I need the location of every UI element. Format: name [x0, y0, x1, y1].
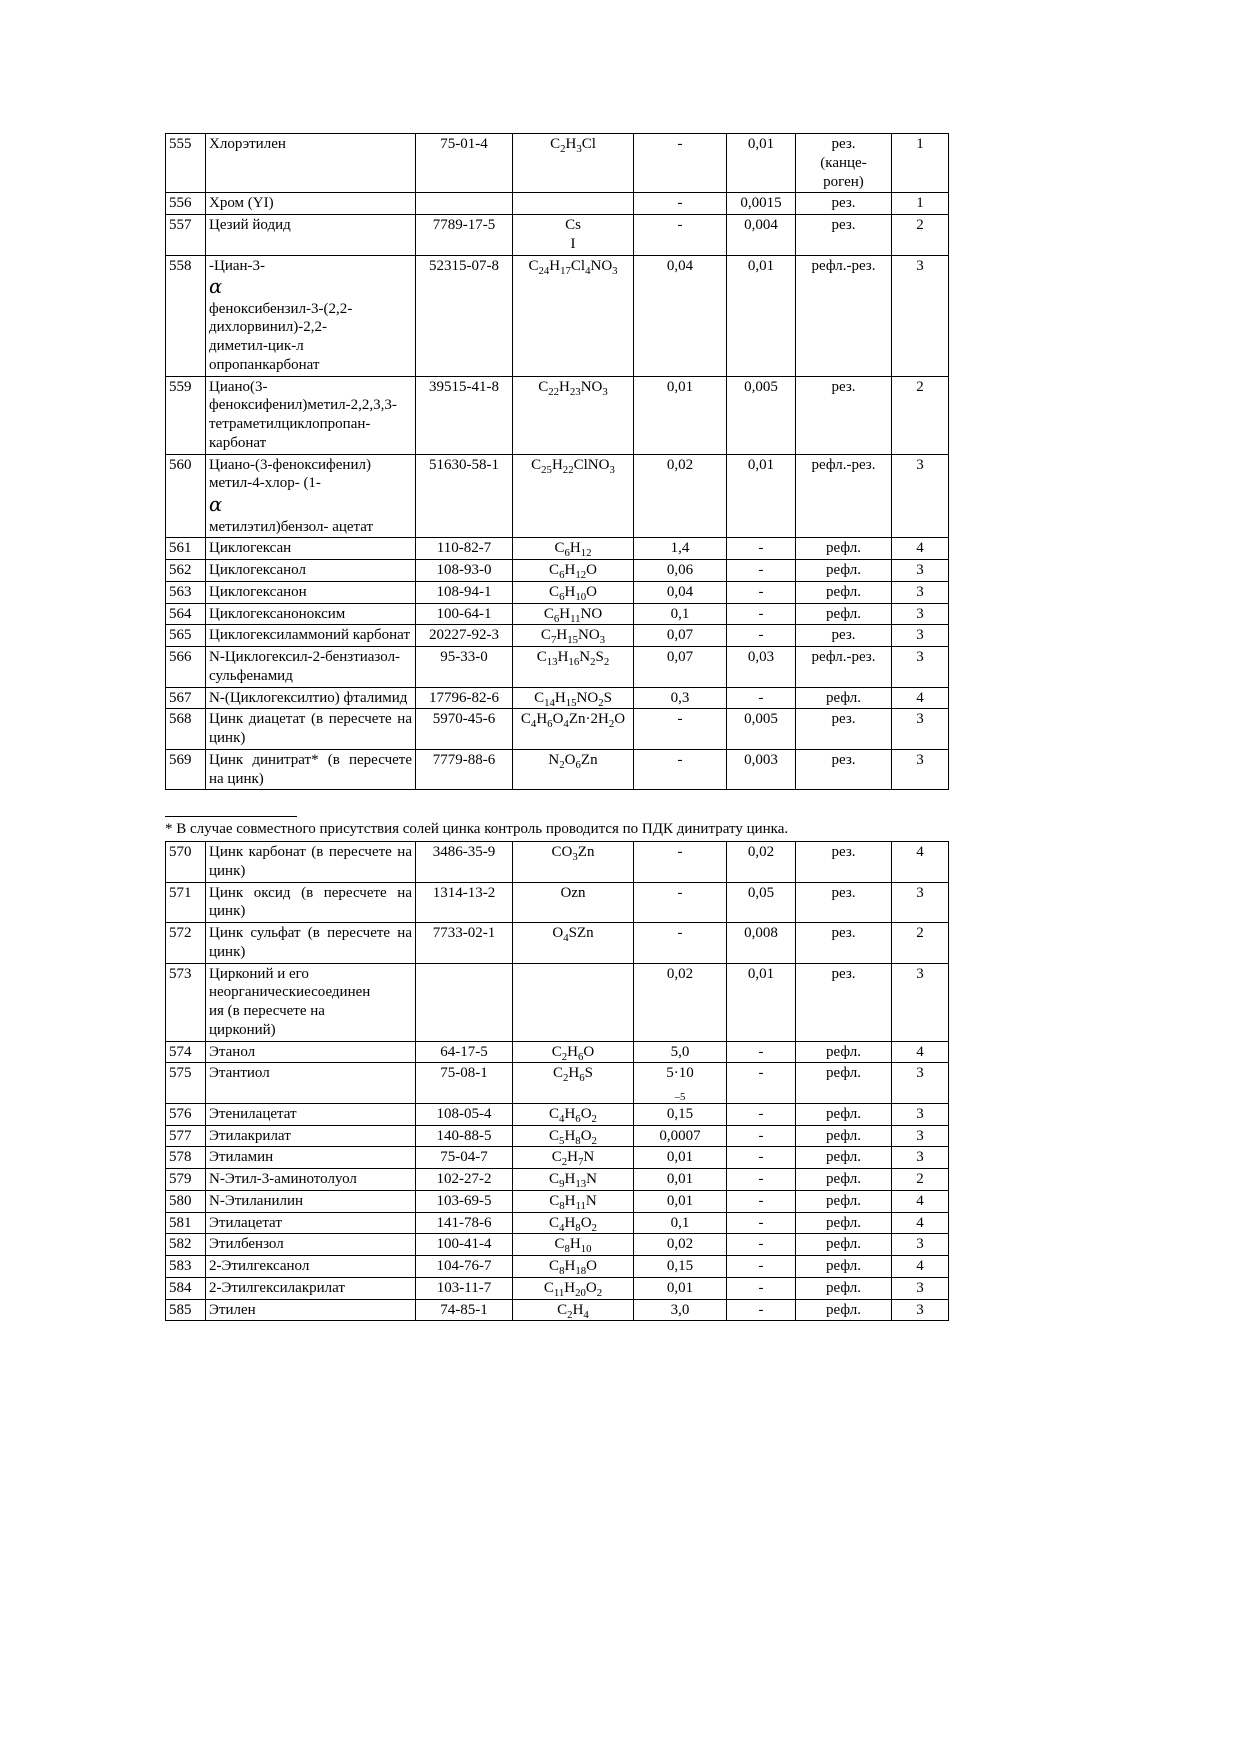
cell-substance-name: Этанол	[206, 1041, 416, 1063]
cell-value-2: 0,005	[727, 709, 796, 750]
cell-formula: $C_{14}H_{15}NO_2S$	[513, 687, 634, 709]
cell-cas-number: 104-76-7	[416, 1256, 513, 1278]
cell-effect-type: рез.	[796, 709, 892, 750]
cell-substance-name: N-Этил-3-аминотолуол	[206, 1169, 416, 1191]
cell-number: 556	[166, 193, 206, 215]
cell-effect-type: рез.	[796, 963, 892, 1041]
cell-value-1: 0,01	[634, 376, 727, 454]
table-row	[166, 255, 949, 376]
cell-value-2: 0,03	[727, 647, 796, 688]
cell-substance-name: Этантиол	[206, 1063, 416, 1104]
cell-substance-name: N-(Циклогексилтио) фталимид	[206, 687, 416, 709]
cell-value-2: -	[727, 603, 796, 625]
cell-effect-type: рез.	[796, 376, 892, 454]
cell-number: 569	[166, 749, 206, 790]
cell-number: 558	[166, 255, 206, 376]
cell-hazard-class: 3	[892, 625, 949, 647]
cell-effect-type: рефл.	[796, 1234, 892, 1256]
table-row	[166, 749, 949, 790]
cell-value-2: -	[727, 538, 796, 560]
cell-substance-name: Этилбензол	[206, 1234, 416, 1256]
cell-substance-name: N-Циклогексил-2-бензтиазол-сульфенамид	[206, 647, 416, 688]
cell-formula: $C_6H_{10}O$	[513, 581, 634, 603]
cell-value-1: 0,04	[634, 255, 727, 376]
cell-number: 574	[166, 1041, 206, 1063]
cell-value-2: 0,01	[727, 454, 796, 538]
cell-value-1: 0,01	[634, 1190, 727, 1212]
cell-formula: $C_2H_4$	[513, 1299, 634, 1321]
cell-substance-name: Циклогексан	[206, 538, 416, 560]
cell-number: 567	[166, 687, 206, 709]
document-page	[165, 133, 948, 1321]
cell-hazard-class: 3	[892, 882, 949, 923]
cell-number: 579	[166, 1169, 206, 1191]
cell-substance-name: Этилацетат	[206, 1212, 416, 1234]
cell-value-2: -	[727, 581, 796, 603]
table-row	[166, 625, 949, 647]
cell-number: 577	[166, 1125, 206, 1147]
cell-value-1: 0,15	[634, 1256, 727, 1278]
table-row	[166, 1277, 949, 1299]
cell-formula: $C_2H_7N$	[513, 1147, 634, 1169]
cell-value-1: -	[634, 709, 727, 750]
cell-number: 566	[166, 647, 206, 688]
cell-formula: $C_{22}H_{23}NO_3$	[513, 376, 634, 454]
cell-number: 563	[166, 581, 206, 603]
cell-number: 564	[166, 603, 206, 625]
table-row	[166, 1147, 949, 1169]
cell-hazard-class: 3	[892, 1234, 949, 1256]
cell-value-1: 0,1	[634, 603, 727, 625]
cell-hazard-class: 2	[892, 923, 949, 964]
cell-number: 578	[166, 1147, 206, 1169]
cell-formula: $C_{11}H_{20}O_2$	[513, 1277, 634, 1299]
table-row	[166, 1299, 949, 1321]
footnote-text: * В случае совместного присутствия солей цинка контроль проводится по ПДК динитрату цинка.	[165, 821, 789, 838]
cell-effect-type: рефл.	[796, 1063, 892, 1104]
cell-number: 581	[166, 1212, 206, 1234]
cell-hazard-class: 1	[892, 134, 949, 193]
table-row	[166, 687, 949, 709]
cell-hazard-class: 2	[892, 376, 949, 454]
cell-number: 559	[166, 376, 206, 454]
cell-effect-type: рефл.	[796, 560, 892, 582]
cell-effect-type: рез.	[796, 882, 892, 923]
cell-effect-type: рефл.-рез.	[796, 454, 892, 538]
cell-number: 571	[166, 882, 206, 923]
cell-effect-type: рефл.	[796, 1103, 892, 1125]
cell-value-1: -	[634, 923, 727, 964]
cell-formula: $C_{24}H_{17}Cl_4NO_3$	[513, 255, 634, 376]
cell-value-2: -	[727, 687, 796, 709]
cell-effect-type: рефл.	[796, 1147, 892, 1169]
cell-effect-type: рез.	[796, 842, 892, 883]
cell-hazard-class: 4	[892, 1190, 949, 1212]
cell-number: 562	[166, 560, 206, 582]
table-row	[166, 1190, 949, 1212]
cell-value-1: 0,02	[634, 1234, 727, 1256]
cell-formula: $C_8H_{18}O$	[513, 1256, 634, 1278]
cell-value-2: -	[727, 1103, 796, 1125]
cell-substance-name: -Циан-3- α феноксибензил-3-(2,2- дихлорвинил)-2,2- диметил-цик-л опропанкарбонат	[206, 255, 416, 376]
cell-value-1: 0,02	[634, 963, 727, 1041]
table-row	[166, 963, 949, 1041]
cell-effect-type: рефл.	[796, 1299, 892, 1321]
cell-number: 568	[166, 709, 206, 750]
cell-value-1: 0,04	[634, 581, 727, 603]
cell-value-2: -	[727, 625, 796, 647]
cell-number: 557	[166, 215, 206, 256]
cell-substance-name: Этенилацетат	[206, 1103, 416, 1125]
cell-number: 584	[166, 1277, 206, 1299]
cell-substance-name: N-Этиланилин	[206, 1190, 416, 1212]
cell-cas-number: 17796-82-6	[416, 687, 513, 709]
cell-cas-number: 7789-17-5	[416, 215, 513, 256]
cell-cas-number: 140-88-5	[416, 1125, 513, 1147]
cell-value-1: 1,4	[634, 538, 727, 560]
cell-formula: $C_6H_{11}NO$	[513, 603, 634, 625]
cell-number: 572	[166, 923, 206, 964]
cell-value-1: -	[634, 193, 727, 215]
cell-value-2: 0,004	[727, 215, 796, 256]
cell-formula	[513, 963, 634, 1041]
cell-value-1: 0,01	[634, 1169, 727, 1191]
cell-value-1: 0,1	[634, 1212, 727, 1234]
table-row	[166, 581, 949, 603]
cell-value-1: 0,01	[634, 1277, 727, 1299]
cell-cas-number: 110-82-7	[416, 538, 513, 560]
cell-value-1: 0,07	[634, 647, 727, 688]
cell-hazard-class: 3	[892, 1299, 949, 1321]
cell-value-2: -	[727, 1256, 796, 1278]
cell-value-2: -	[727, 1125, 796, 1147]
cell-effect-type: рефл.	[796, 581, 892, 603]
table-row	[166, 1125, 949, 1147]
table-row	[166, 709, 949, 750]
cell-substance-name: Хром (YI)	[206, 193, 416, 215]
cell-effect-type: рефл.	[796, 687, 892, 709]
cell-effect-type: рефл.	[796, 603, 892, 625]
cell-formula: $O_4SZn$	[513, 923, 634, 964]
table-row	[166, 193, 949, 215]
cell-value-2: 0,008	[727, 923, 796, 964]
cell-value-2: 0,02	[727, 842, 796, 883]
cell-number: 575	[166, 1063, 206, 1104]
cell-value-1: 0,3	[634, 687, 727, 709]
cell-formula: $C_{25}H_{22}ClNO_3$	[513, 454, 634, 538]
cell-number: 582	[166, 1234, 206, 1256]
cell-value-1: -	[634, 215, 727, 256]
cell-value-2: -	[727, 1234, 796, 1256]
cell-effect-type: рез. (канце- роген)	[796, 134, 892, 193]
table-row	[166, 538, 949, 560]
cell-formula: $C_7H_{15}NO_3$	[513, 625, 634, 647]
cell-hazard-class: 3	[892, 1147, 949, 1169]
cell-formula: $C_2H_3Cl$	[513, 134, 634, 193]
cell-effect-type: рефл.	[796, 1125, 892, 1147]
cell-effect-type: рефл.	[796, 1041, 892, 1063]
cell-cas-number: 74-85-1	[416, 1299, 513, 1321]
cell-cas-number: 51630-58-1	[416, 454, 513, 538]
cell-hazard-class: 3	[892, 560, 949, 582]
cell-hazard-class: 3	[892, 709, 949, 750]
cell-hazard-class: 4	[892, 687, 949, 709]
cell-value-2: 0,01	[727, 255, 796, 376]
cell-value-1: -	[634, 842, 727, 883]
cell-cas-number: 1314-13-2	[416, 882, 513, 923]
cell-value-2: 0,05	[727, 882, 796, 923]
cell-value-1: -	[634, 749, 727, 790]
cell-effect-type: рез.	[796, 193, 892, 215]
cell-value-1: 3,0	[634, 1299, 727, 1321]
zinc-footnote	[165, 790, 948, 841]
cell-effect-type: рефл.	[796, 1256, 892, 1278]
cell-value-1: 0,07	[634, 625, 727, 647]
table-row	[166, 454, 949, 538]
cell-effect-type: рефл.-рез.	[796, 255, 892, 376]
cell-hazard-class: 3	[892, 963, 949, 1041]
cell-hazard-class: 3	[892, 1103, 949, 1125]
cell-cas-number: 64-17-5	[416, 1041, 513, 1063]
cell-value-1: 0,01	[634, 1147, 727, 1169]
cell-substance-name: Хлорэтилен	[206, 134, 416, 193]
cell-formula: $C_8H_{11}N$	[513, 1190, 634, 1212]
cell-value-1: 0,06	[634, 560, 727, 582]
cell-cas-number: 75-08-1	[416, 1063, 513, 1104]
cell-hazard-class: 3	[892, 603, 949, 625]
cell-effect-type: рез.	[796, 215, 892, 256]
cell-value-2: -	[727, 1063, 796, 1104]
cell-number: 573	[166, 963, 206, 1041]
cell-cas-number: 103-11-7	[416, 1277, 513, 1299]
table-row	[166, 1256, 949, 1278]
cell-effect-type: рефл.	[796, 538, 892, 560]
cell-effect-type: рез.	[796, 923, 892, 964]
cell-value-2: -	[727, 1190, 796, 1212]
cell-substance-name: Цинк динитрат* (в пересчете на цинк)	[206, 749, 416, 790]
table-row	[166, 1041, 949, 1063]
cell-effect-type: рефл.-рез.	[796, 647, 892, 688]
cell-value-2: -	[727, 1299, 796, 1321]
table-row	[166, 134, 949, 193]
cell-formula: $C_6H_{12}$	[513, 538, 634, 560]
cell-hazard-class: 4	[892, 1212, 949, 1234]
cell-effect-type: рефл.	[796, 1190, 892, 1212]
cell-value-1: 0,0007	[634, 1125, 727, 1147]
cell-cas-number: 102-27-2	[416, 1169, 513, 1191]
cell-formula: $C_4H_6O_2$	[513, 1103, 634, 1125]
cell-hazard-class: 2	[892, 1169, 949, 1191]
cell-value-2: 0,0015	[727, 193, 796, 215]
table-row	[166, 376, 949, 454]
cell-value-1: 0,15	[634, 1103, 727, 1125]
cell-cas-number: 5970-45-6	[416, 709, 513, 750]
cell-value-2: -	[727, 1277, 796, 1299]
cell-formula: $N_2O_6Zn$	[513, 749, 634, 790]
cell-value-2: 0,01	[727, 963, 796, 1041]
cell-value-2: 0,005	[727, 376, 796, 454]
cell-value-1: 0,02	[634, 454, 727, 538]
table-row	[166, 1234, 949, 1256]
table-row	[166, 1169, 949, 1191]
cell-effect-type: рез.	[796, 625, 892, 647]
cell-cas-number: 108-05-4	[416, 1103, 513, 1125]
cell-substance-name: Цирконий и его неорганическиесоединен ия (в пересчете на цирконий)	[206, 963, 416, 1041]
cell-effect-type: рефл.	[796, 1169, 892, 1191]
cell-substance-name: Цезий йодид	[206, 215, 416, 256]
cell-formula: $C_9H_{13}N$	[513, 1169, 634, 1191]
cell-cas-number: 100-64-1	[416, 603, 513, 625]
cell-number: 585	[166, 1299, 206, 1321]
cell-value-2: -	[727, 560, 796, 582]
substances-table-part-2	[165, 841, 949, 1321]
cell-hazard-class: 4	[892, 538, 949, 560]
cell-substance-name: 2-Этилгексанол	[206, 1256, 416, 1278]
cell-cas-number: 39515-41-8	[416, 376, 513, 454]
cell-number: 570	[166, 842, 206, 883]
cell-number: 576	[166, 1103, 206, 1125]
cell-cas-number: 20227-92-3	[416, 625, 513, 647]
cell-cas-number: 7733-02-1	[416, 923, 513, 964]
cell-hazard-class: 3	[892, 581, 949, 603]
cell-value-2: -	[727, 1041, 796, 1063]
cell-substance-name: Цинк оксид (в пересчете на цинк)	[206, 882, 416, 923]
table-row	[166, 1103, 949, 1125]
cell-formula: $C_8H_{10}$	[513, 1234, 634, 1256]
cell-formula: $C_5H_8O_2$	[513, 1125, 634, 1147]
cell-hazard-class: 3	[892, 1125, 949, 1147]
cell-formula: Ozn	[513, 882, 634, 923]
cell-substance-name: Этилакрилат	[206, 1125, 416, 1147]
cell-formula: $C_2H_6O$	[513, 1041, 634, 1063]
cell-value-2: 0,01	[727, 134, 796, 193]
cell-formula: $CO_3Zn$	[513, 842, 634, 883]
cell-value-2: -	[727, 1169, 796, 1191]
cell-value-1: -	[634, 882, 727, 923]
cell-cas-number: 141-78-6	[416, 1212, 513, 1234]
cell-hazard-class: 3	[892, 255, 949, 376]
cell-cas-number: 108-94-1	[416, 581, 513, 603]
cell-cas-number: 52315-07-8	[416, 255, 513, 376]
cell-value-2: -	[727, 1212, 796, 1234]
table-row	[166, 647, 949, 688]
cell-formula: Cs I	[513, 215, 634, 256]
cell-substance-name: Циклогексанол	[206, 560, 416, 582]
cell-substance-name: Циано(3-феноксифенил)метил-2,2,3,3-тетраметилциклопропан-карбонат	[206, 376, 416, 454]
table-row	[166, 560, 949, 582]
cell-hazard-class: 4	[892, 1041, 949, 1063]
substances-table-part-1	[165, 133, 949, 790]
cell-number: 561	[166, 538, 206, 560]
table-row	[166, 215, 949, 256]
cell-cas-number: 3486-35-9	[416, 842, 513, 883]
cell-value-2: 0,003	[727, 749, 796, 790]
table-row	[166, 603, 949, 625]
cell-hazard-class: 3	[892, 1277, 949, 1299]
cell-cas-number	[416, 963, 513, 1041]
cell-number: 565	[166, 625, 206, 647]
cell-substance-name: Цинк карбонат (в пересчете на цинк)	[206, 842, 416, 883]
cell-substance-name: Цинк сульфат (в пересчете на цинк)	[206, 923, 416, 964]
cell-value-1: 5·10 $_{-5}$	[634, 1063, 727, 1104]
cell-effect-type: рефл.	[796, 1277, 892, 1299]
cell-formula: $C_6H_{12}O$	[513, 560, 634, 582]
cell-formula: $C_2H_6S$	[513, 1063, 634, 1104]
cell-substance-name: 2-Этилгексилакрилат	[206, 1277, 416, 1299]
cell-hazard-class: 3	[892, 1063, 949, 1104]
cell-cas-number: 108-93-0	[416, 560, 513, 582]
cell-hazard-class: 2	[892, 215, 949, 256]
cell-substance-name: Цинк диацетат (в пересчете на цинк)	[206, 709, 416, 750]
table-row	[166, 882, 949, 923]
cell-hazard-class: 1	[892, 193, 949, 215]
cell-value-1: -	[634, 134, 727, 193]
cell-cas-number: 100-41-4	[416, 1234, 513, 1256]
cell-cas-number: 103-69-5	[416, 1190, 513, 1212]
table-row	[166, 923, 949, 964]
cell-cas-number: 75-04-7	[416, 1147, 513, 1169]
cell-cas-number: 95-33-0	[416, 647, 513, 688]
cell-cas-number: 7779-88-6	[416, 749, 513, 790]
cell-effect-type: рефл.	[796, 1212, 892, 1234]
cell-formula: $C_4H_8O_2$	[513, 1212, 634, 1234]
cell-cas-number	[416, 193, 513, 215]
cell-number: 583	[166, 1256, 206, 1278]
cell-substance-name: Циано-(3-феноксифенил) метил-4-хлор- (1- α метилэтил)бензол- ацетат	[206, 454, 416, 538]
cell-substance-name: Циклогексанон	[206, 581, 416, 603]
cell-number: 560	[166, 454, 206, 538]
cell-effect-type: рез.	[796, 749, 892, 790]
cell-cas-number: 75-01-4	[416, 134, 513, 193]
table-row	[166, 1212, 949, 1234]
cell-hazard-class: 3	[892, 647, 949, 688]
cell-hazard-class: 3	[892, 454, 949, 538]
cell-formula: $C_4H_6O_4Zn\cdot 2H_2O$	[513, 709, 634, 750]
cell-number: 555	[166, 134, 206, 193]
cell-substance-name: Циклогексаноноксим	[206, 603, 416, 625]
cell-substance-name: Циклогексиламмоний карбонат	[206, 625, 416, 647]
cell-substance-name: Этиламин	[206, 1147, 416, 1169]
cell-formula	[513, 193, 634, 215]
cell-value-1: 5,0	[634, 1041, 727, 1063]
cell-formula: $C_{13}H_{16}N_2S_2$	[513, 647, 634, 688]
cell-hazard-class: 4	[892, 1256, 949, 1278]
footnote-rule	[165, 816, 297, 817]
table-row	[166, 842, 949, 883]
table-row	[166, 1063, 949, 1104]
cell-value-2: -	[727, 1147, 796, 1169]
cell-number: 580	[166, 1190, 206, 1212]
cell-hazard-class: 4	[892, 842, 949, 883]
cell-hazard-class: 3	[892, 749, 949, 790]
cell-substance-name: Этилен	[206, 1299, 416, 1321]
